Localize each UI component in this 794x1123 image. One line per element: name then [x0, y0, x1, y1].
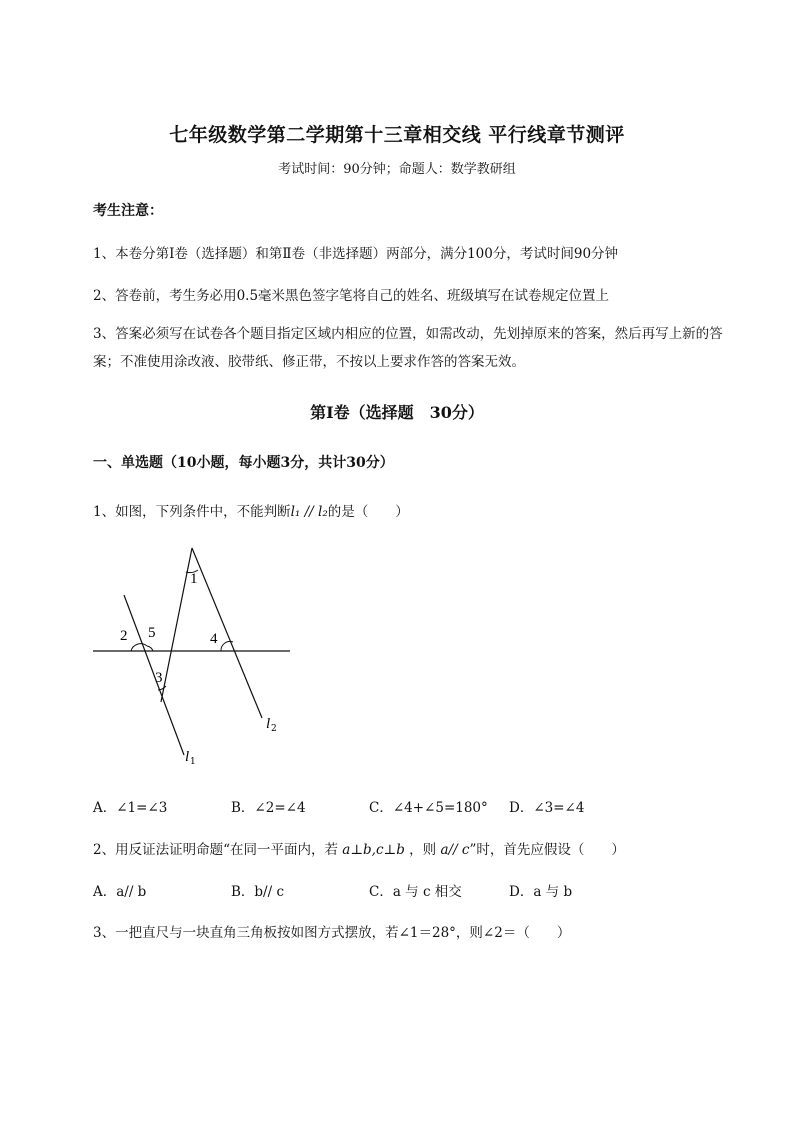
- exam-subtitle: 考试时间：90分钟；命题人：数学教研组: [278, 162, 516, 177]
- question-2-option-b[interactable]: B．b// c: [231, 884, 285, 900]
- question-2-stem: [93, 838, 625, 858]
- label-line-l1: l: [185, 749, 190, 765]
- question-2-options: [93, 880, 572, 900]
- label-angle-2: 2: [120, 628, 128, 644]
- label-angle-3: 3: [155, 670, 163, 686]
- notice-heading: 考生注意：: [93, 203, 163, 219]
- part-title: 一、单选题（10小题，每小题3分，共计30分）: [93, 455, 394, 471]
- question-1-stem-math: l₁ // l₂: [290, 504, 328, 520]
- notice-item-1: 1、本卷分第I卷（选择题）和第Ⅱ卷（非选择题）两部分，满分100分，考试时间90分钟: [93, 246, 619, 262]
- question-2-stem-prefix: 2、用反证法证明命题“在同一平面内，若: [93, 842, 338, 858]
- question-3-stem: 3、一把直尺与一块直角三角板按如图方式摆放，若∠1＝28°，则∠2＝（ ）: [93, 925, 571, 941]
- exam-title: 七年级数学第二学期第十三章相交线 平行线章节测评: [169, 124, 625, 146]
- label-angle-5: 5: [148, 625, 156, 641]
- angle-5-arc: [147, 646, 153, 651]
- question-2-option-a[interactable]: A．a// b: [93, 884, 147, 900]
- line-l2: [192, 548, 262, 718]
- question-2-option-d[interactable]: D．a 与 b: [509, 884, 573, 900]
- question-2-stem-math: a⊥b,c⊥b: [342, 842, 405, 858]
- question-1-option-c[interactable]: C．∠4+∠5=180°: [369, 800, 488, 816]
- question-1-option-b[interactable]: B．∠2=∠4: [231, 800, 306, 816]
- question-1-figure: [90, 540, 300, 770]
- question-2-stem-suffix: ”时，首先应假设（ ）: [469, 842, 625, 858]
- label-line-l2: l: [266, 716, 271, 732]
- apex-line: [161, 548, 192, 702]
- question-2-stem-mid: ，则: [409, 842, 437, 858]
- question-1-option-a[interactable]: A．∠1=∠3: [93, 800, 168, 816]
- question-1-stem-suffix: 的是（ ）: [327, 504, 409, 520]
- label-angle-4: 4: [210, 631, 218, 647]
- question-1-stem: [93, 500, 409, 520]
- label-angle-1: 1: [190, 571, 198, 587]
- question-2-option-c[interactable]: C．a 与 c 相交: [369, 884, 462, 900]
- line-l1: [124, 595, 184, 755]
- label-line-l1-sub: 1: [190, 757, 196, 767]
- notice-item-2: 2、答卷前，考生务必用0.5毫米黑色签字笔将自己的姓名、班级填写在试卷规定位置上: [93, 288, 610, 304]
- section-title: 第I卷（选择题 30分）: [310, 403, 484, 422]
- question-1-option-d[interactable]: D．∠3=∠4: [509, 800, 585, 816]
- question-1-stem-prefix: 1、如图，下列条件中，不能判断: [93, 504, 291, 520]
- question-2-stem-math2: a// c: [440, 842, 470, 858]
- label-line-l2-sub: 2: [271, 724, 277, 734]
- notice-item-3: 3、答案必须写在试卷各个题目指定区域内相应的位置，如需改动，先划掉原来的答案，然后再写上新的答案；不准使用涂改液、胶带纸、修正带，不按以上要求作答的答案无效。: [93, 326, 723, 370]
- question-1-options: [93, 796, 584, 816]
